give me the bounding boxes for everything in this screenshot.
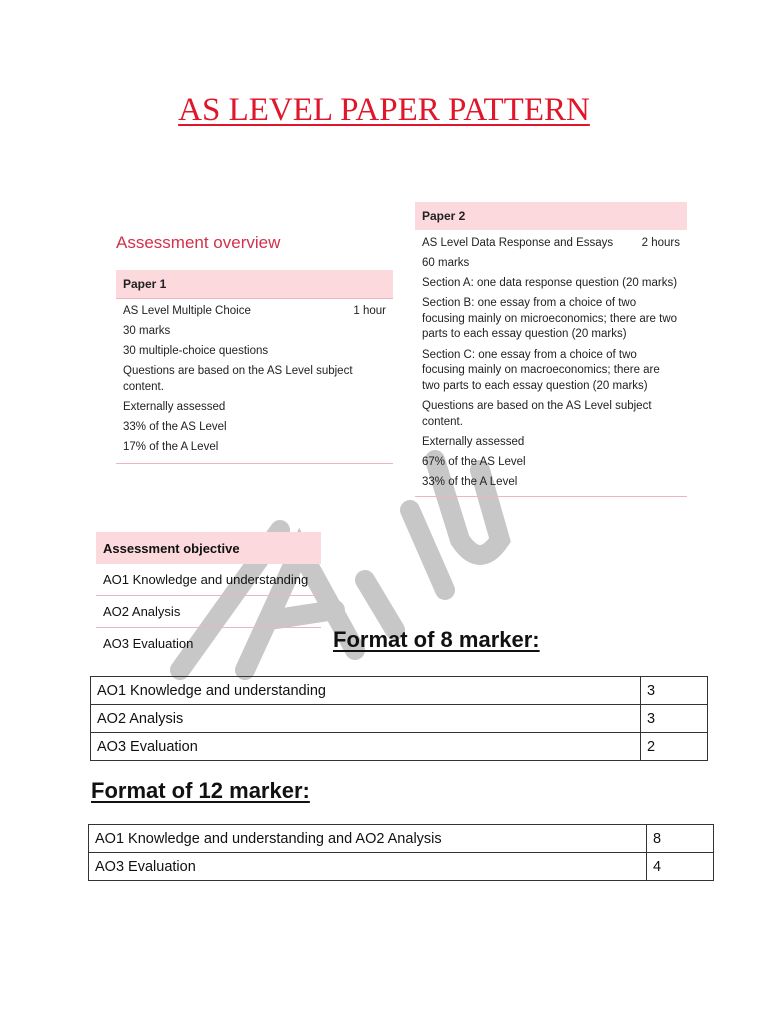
paper1-row bbox=[116, 420, 393, 435]
paper1-row-text: AS Level Multiple Choice bbox=[123, 305, 251, 317]
paper1-row-text: 17% of the A Level bbox=[123, 441, 219, 453]
paper2-row-text: Section B: one essay from a choice of two focusing mainly on microeconomics; there are two parts to each essay question (20 marks) bbox=[422, 297, 678, 340]
table-row bbox=[91, 705, 708, 733]
table-row bbox=[89, 853, 714, 881]
paper2-row-text: Externally assessed bbox=[422, 436, 525, 448]
paper1-row-text: Externally assessed bbox=[123, 401, 226, 413]
paper2-bottom-rule bbox=[415, 496, 687, 497]
objective-row: AO1 Knowledge and understanding bbox=[96, 564, 321, 596]
paper1-row bbox=[116, 364, 393, 395]
page-title-text: AS LEVEL PAPER PATTERN bbox=[178, 92, 590, 128]
paper2-row-text: Questions are based on the AS Level subject content. bbox=[422, 400, 652, 428]
format8-heading: Format of 8 marker: bbox=[333, 627, 540, 652]
paper2-row bbox=[415, 435, 687, 450]
format12-table bbox=[88, 824, 714, 881]
paper2-row bbox=[415, 236, 687, 251]
paper2-row bbox=[415, 348, 687, 395]
paper2-row-text: 33% of the A Level bbox=[422, 476, 518, 488]
paper2-row bbox=[415, 296, 687, 343]
paper2-row-text: 60 marks bbox=[422, 257, 470, 269]
paper1-panel bbox=[116, 270, 393, 464]
paper1-divider bbox=[116, 298, 393, 299]
criterion-cell: AO3 Evaluation bbox=[89, 853, 647, 881]
paper2-row-text: Section A: one data response question (20 marks) bbox=[422, 277, 678, 289]
paper2-row bbox=[415, 455, 687, 470]
paper1-bottom-rule bbox=[116, 463, 393, 464]
format12-heading: Format of 12 marker: bbox=[91, 778, 310, 803]
paper2-panel bbox=[415, 202, 687, 497]
table-row bbox=[91, 677, 708, 705]
marks-cell: 4 bbox=[647, 853, 714, 881]
objective-row: AO2 Analysis bbox=[96, 596, 321, 628]
page-title bbox=[0, 92, 768, 129]
paper1-row-text: Questions are based on the AS Level subject content. bbox=[123, 365, 353, 393]
objective-row: AO3 Evaluation bbox=[103, 636, 194, 651]
paper2-duration: 2 hours bbox=[641, 237, 680, 249]
paper1-header: Paper 1 bbox=[116, 270, 393, 298]
table-row bbox=[91, 733, 708, 761]
paper1-row-text: 33% of the AS Level bbox=[123, 421, 227, 433]
criterion-cell: AO3 Evaluation bbox=[91, 733, 641, 761]
paper2-row-text: Section C: one essay from a choice of two focusing mainly on macroeconomics; there are two parts to each essay question (20 marks) bbox=[422, 348, 660, 392]
paper2-header: Paper 2 bbox=[415, 202, 687, 230]
marks-cell: 2 bbox=[641, 733, 708, 761]
format8-table bbox=[90, 676, 708, 761]
paper2-row-text: 67% of the AS Level bbox=[422, 456, 526, 468]
paper2-row-text: AS Level Data Response and Essays bbox=[422, 237, 614, 249]
paper1-row bbox=[116, 304, 393, 319]
overview-heading: Assessment overview bbox=[116, 233, 281, 252]
paper1-row bbox=[116, 440, 393, 455]
paper1-row-text: 30 marks bbox=[123, 325, 171, 337]
paper2-row bbox=[415, 399, 687, 430]
paper1-row bbox=[116, 324, 393, 339]
paper1-row bbox=[116, 400, 393, 415]
criterion-cell: AO2 Analysis bbox=[91, 705, 641, 733]
criterion-cell: AO1 Knowledge and understanding bbox=[91, 677, 641, 705]
marks-cell: 3 bbox=[641, 705, 708, 733]
paper1-row-text: 30 multiple-choice questions bbox=[123, 345, 269, 357]
paper2-row bbox=[415, 276, 687, 291]
criterion-cell: AO1 Knowledge and understanding and AO2 Analysis bbox=[89, 825, 647, 853]
table-row bbox=[89, 825, 714, 853]
assessment-objective-table bbox=[96, 532, 321, 659]
assessment-objective-header: Assessment objective bbox=[96, 532, 321, 564]
paper1-duration: 1 hour bbox=[353, 305, 386, 317]
marks-cell: 8 bbox=[647, 825, 714, 853]
marks-cell: 3 bbox=[641, 677, 708, 705]
paper2-row bbox=[415, 256, 687, 271]
paper2-row bbox=[415, 475, 687, 490]
paper1-row bbox=[116, 344, 393, 359]
